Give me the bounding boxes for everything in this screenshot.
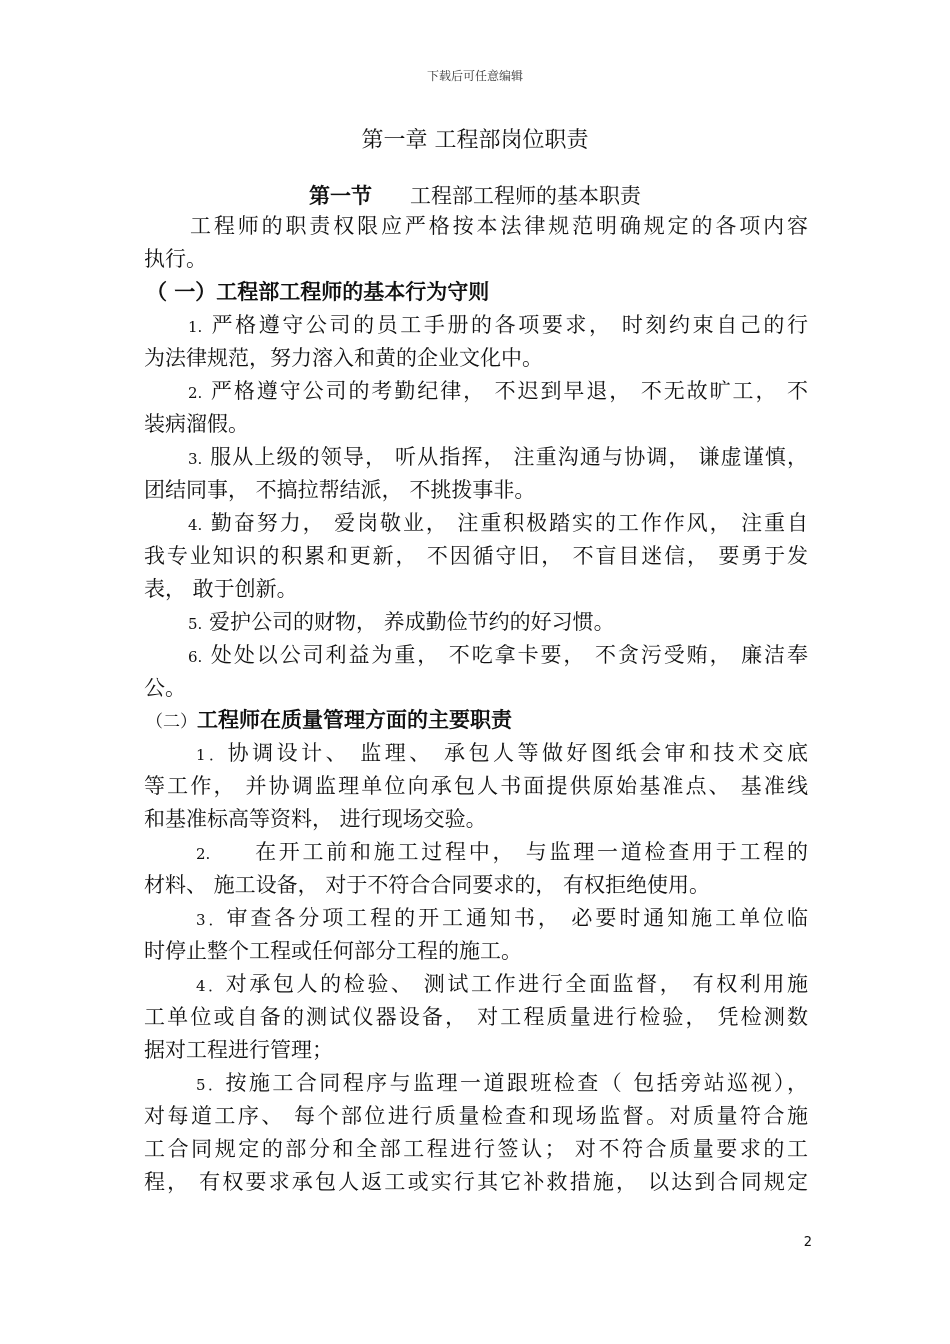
- item-number: 1．: [196, 746, 228, 764]
- list-item-line: [188, 639, 808, 674]
- list-item-line: [188, 309, 808, 344]
- list-item-line: [188, 606, 808, 641]
- item-number: 4．: [196, 977, 226, 995]
- list-item-line: 工单位或自备的测试仪器设备， 对工程质量进行检验， 凭检测数: [144, 1005, 808, 1029]
- list-item-line: [196, 836, 808, 871]
- heading-prefix: （二）: [146, 712, 197, 732]
- list-item-line: [196, 737, 808, 772]
- intro-line: 执行。: [144, 247, 207, 271]
- section-heading: [0, 180, 950, 210]
- intro-line: 工程师的职责权限应严格按本法律规范明确规定的各项内容: [190, 214, 808, 238]
- item-number: 5．: [196, 1076, 226, 1094]
- item-number: 3．: [196, 911, 227, 929]
- page-header-note: 下载后可任意编辑: [426, 69, 523, 83]
- item-text: 严格遵守公司的考勤纪律， 不迟到早退， 不无故旷工， 不: [210, 379, 808, 403]
- page-number: 2: [803, 1235, 812, 1250]
- item-text: 服从上级的领导， 听从指挥， 注重沟通与协调， 谦虚谨慎，: [210, 445, 808, 469]
- item-text: 对承包人的检验、 测试工作进行全面监督， 有权利用施: [225, 972, 809, 996]
- list-item-line: [188, 441, 808, 476]
- list-item-line: 据对工程进行管理；: [144, 1038, 333, 1062]
- part1-heading: （ 一）工程部工程师的基本行为守则: [146, 280, 490, 304]
- item-text: 审查各分项工程的开工通知书， 必要时通知施工单位临: [226, 906, 808, 930]
- item-text: 按施工合同程序与监理一道跟班检查（ 包括旁站巡视），: [225, 1071, 808, 1095]
- chapter-title: 第一章 工程部岗位职责: [361, 128, 589, 153]
- list-item-line: 工合同规定的部分和全部工程进行签认； 对不符合质量要求的工: [144, 1137, 808, 1161]
- list-item-line: 我专业知识的积累和更新， 不因循守旧， 不盲目迷信， 要勇于发: [144, 544, 808, 568]
- list-item-line: 为法律规范，努力溶入和黄的企业文化中。: [144, 346, 543, 370]
- list-item-line: [196, 902, 808, 937]
- item-number: 5.: [188, 615, 203, 633]
- item-number: 4.: [188, 516, 203, 534]
- section-label: 第一节: [309, 184, 372, 208]
- item-text: 在开工前和施工过程中， 与监理一道检查用于工程的: [252, 840, 808, 864]
- list-item-line: 等工作， 并协调监理单位向承包人书面提供原始基准点、 基准线: [144, 774, 808, 798]
- item-text: 严格遵守公司的员工手册的各项要求， 时刻约束自己的行: [211, 313, 808, 337]
- item-text: 协调设计、 监理、 承包人等做好图纸会审和技术交底: [227, 741, 808, 765]
- item-number: 2.: [196, 845, 211, 863]
- item-number: 2.: [188, 384, 203, 402]
- list-item-line: [188, 507, 808, 542]
- list-item-line: 对每道工序、 每个部位进行质量检查和现场监督。对质量符合施: [144, 1104, 808, 1128]
- list-item-line: 装病溜假。: [144, 412, 249, 436]
- list-item-line: [196, 1067, 808, 1102]
- list-item-line: 公。: [144, 676, 186, 700]
- list-item-line: 时停止整个工程或任何部分工程的施工。: [144, 939, 522, 963]
- list-item-line: 材料、 施工设备， 对于不符合合同要求的， 有权拒绝使用。: [144, 873, 711, 897]
- item-number: 1.: [188, 318, 203, 336]
- list-item-line: 和基准标高等资料， 进行现场交验。: [144, 807, 487, 831]
- item-text: 处处以公司利益为重， 不吃拿卡要， 不贪污受贿， 廉洁奉: [210, 643, 808, 667]
- heading-text: 工程师在质量管理方面的主要职责: [197, 708, 512, 732]
- list-item-line: [196, 968, 808, 1003]
- item-text: 勤奋努力， 爱岗敬业， 注重积极踏实的工作作风， 注重自: [210, 511, 808, 535]
- item-text: 爱护公司的财物， 养成勤俭节约的好习惯。: [209, 610, 615, 634]
- section-title: 工程部工程师的基本职责: [410, 184, 641, 208]
- list-item-line: 团结同事， 不搞拉帮结派， 不挑拨事非。: [144, 478, 536, 502]
- list-item-line: 程， 有权要求承包人返工或实行其它补救措施， 以达到合同规定: [144, 1170, 808, 1194]
- item-number: 3.: [188, 450, 203, 468]
- part2-heading: [146, 704, 810, 739]
- list-item-line: [188, 375, 808, 410]
- item-number: 6.: [188, 648, 203, 666]
- list-item-line: 表， 敢于创新。: [144, 577, 298, 601]
